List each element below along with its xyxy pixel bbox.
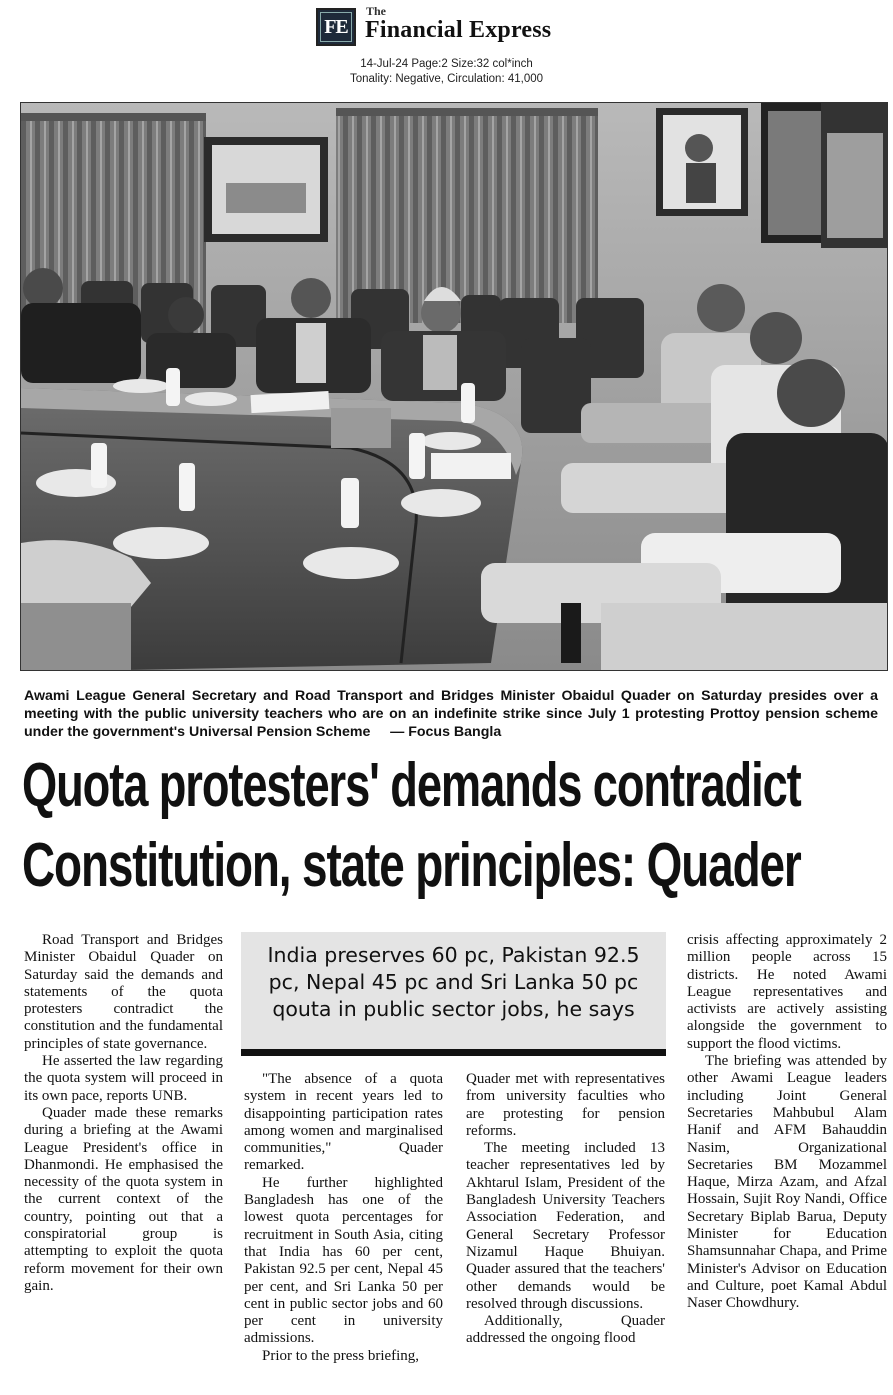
pull-quote-underline bbox=[241, 1049, 666, 1056]
headline-line-2: Constitution, state principles: Quader bbox=[22, 831, 801, 900]
paragraph: "The absence of a quota system in recent years led to disappointing participation rates among women and marginalised communities," Quader remarked. bbox=[244, 1071, 443, 1174]
headline-line-1: Quota protesters' demands contradict bbox=[22, 751, 801, 820]
article-headline bbox=[22, 746, 888, 906]
paragraph: Road Transport and Bridges Minister Obaidul Quader on Saturday said the demands and statements of the quota protesters contradict the constitution and the fundamental principles of state governance. bbox=[24, 932, 223, 1052]
photo-credit: — Focus Bangla bbox=[390, 724, 502, 740]
newspaper-name: Financial Express bbox=[365, 17, 552, 43]
article-column-1 bbox=[24, 932, 223, 1295]
article-column-4 bbox=[687, 932, 887, 1313]
clipping-meta-tonality: Tonality: Negative, Circulation: 41,000 bbox=[349, 73, 544, 85]
paragraph: Quader made these remarks during a briefing at the Awami League President's office in Dhanmondi. He emphasised the necessity of the quota system in the current context of the country, pointing out that a conspiratorial group is attempting to exploit the quota reform movement for their own gain. bbox=[24, 1104, 223, 1294]
pull-quote-box bbox=[241, 932, 666, 1054]
paragraph: Quader met with representatives from university faculties who are protesting for pension reforms. bbox=[466, 1071, 665, 1139]
paragraph: The meeting included 13 teacher representatives led by Akhtarul Islam, President of the Bangladesh University Teachers Association Federation, and General Secretary Professor Nizamul Haque Bhuiyan. Quader assured that the teachers' other demands would be resolved through discussions. bbox=[466, 1140, 665, 1312]
paragraph: crisis affecting approximately 2 million people across 15 districts. He noted Awami League representatives and activists are actively assisting alongside the government to support the flood victims. bbox=[687, 932, 887, 1052]
article-column-2 bbox=[244, 1071, 443, 1365]
photo-caption bbox=[24, 687, 878, 741]
masthead bbox=[0, 0, 893, 92]
meeting-photo-illustration bbox=[21, 103, 888, 671]
paragraph: He further highlighted Bangladesh has one of the lowest quota percentages for recruitment in South Asia, citing that India has 60 per cent, Pakistan 92.5 per cent, Nepal 45 per cent, and Sri Lanka 50 per cent in public sector jobs and 60 per cent in university admissions. bbox=[244, 1174, 443, 1347]
masthead-small-label: The bbox=[366, 4, 387, 18]
clipping-meta-date: 14-Jul-24 Page:2 Size:32 col*inch bbox=[360, 58, 533, 70]
paragraph: Additionally, Quader addressed the ongoing flood bbox=[466, 1313, 665, 1347]
paragraph: The briefing was attended by other Awami League leaders including Joint General Secretaries Mahbubul Alam Hanif and AFM Bahauddin Nasim, Organizational Secretaries BM Mozammel Haque, Mirza Azam, and Afzal Hossain, Sujit Roy Nandi, Office Secretary Biplab Barua, Deputy Minister for Education Shamsunnahar Chapa, and Prime Minister's Advisor on Education and Culture, poet Kamal Abdul Naser Chowdhury. bbox=[687, 1053, 887, 1312]
photo-caption-text: Awami League General Secretary and Road Transport and Bridges Minister Obaidul Quader on Saturday presides over a meeting with the public university teachers who are on an indefinite strike since July 1 protesting Prottoy pension scheme under the government's Universal Pension Scheme bbox=[24, 688, 878, 740]
fe-logo-icon: FE bbox=[316, 8, 356, 46]
pull-quote-text: India preserves 60 pc, Pakistan 92.5 pc, Nepal 45 pc and Sri Lanka 50 pc qouta in public sector jobs, he says bbox=[267, 943, 640, 1021]
meeting-photo bbox=[20, 102, 888, 671]
article-column-3 bbox=[466, 1071, 665, 1348]
paragraph: He asserted the law regarding the quota system will proceed in its own pace, reports UNB. bbox=[24, 1053, 223, 1104]
paragraph: Prior to the press briefing, bbox=[262, 1347, 420, 1364]
